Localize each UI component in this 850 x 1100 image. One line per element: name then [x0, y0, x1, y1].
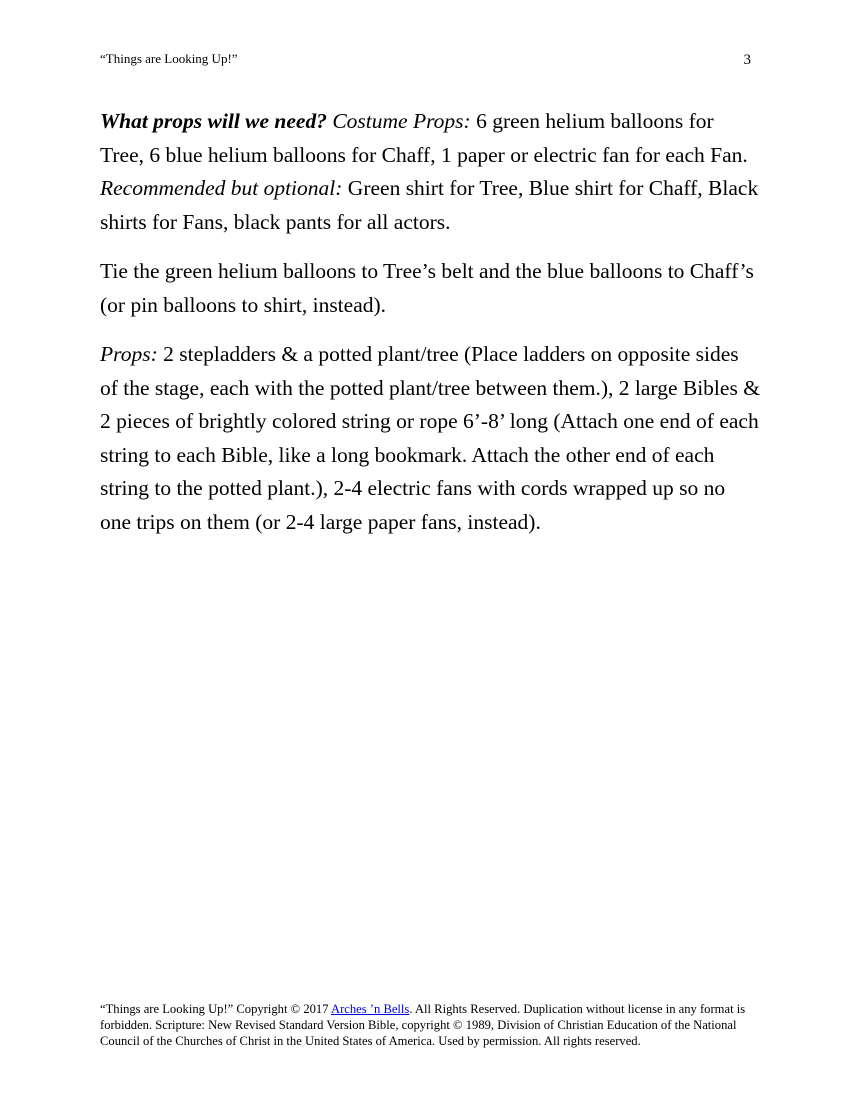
- footer-text-before-link: “Things are Looking Up!” Copyright © 2017: [100, 1002, 331, 1016]
- copyright-footer: [100, 1001, 760, 1049]
- running-title: “Things are Looking Up!”: [100, 51, 238, 66]
- optional-label: Recommended but optional:: [100, 176, 343, 200]
- props-text: 2 stepladders & a potted plant/tree (Place ladders on opposite sides of the stage, each with the potted plant/tree between them.), 2 large Bibles & 2 pieces of brightly colored string or rope 6’-8’ long (Attach one end of each string to each Bible, like a long bookmark. Attach the other end of each string to the potted plant.), 2-4 electric fans with cords wrapped up so no one trips on them (or 2-4 large paper fans, instead).: [100, 342, 760, 534]
- costume-props-text: 6 green helium balloons for Tree, 6 blue helium balloons for Chaff, 1 paper or electric fan for each Fan.: [100, 109, 748, 167]
- paragraph-balloons: Tie the green helium balloons to Tree’s belt and the blue balloons to Chaff’s (or pin balloons to shirt, instead).: [100, 259, 754, 317]
- costume-props-label: Costume Props:: [332, 109, 471, 133]
- arches-n-bells-link[interactable]: Arches ’n Bells: [330, 1002, 410, 1016]
- footer-text-after-link: . All Rights Reserved. Duplication without license in any format is forbidden. Scripture: New Revised Standard Version Bible, copyright © 1989, Division of Christian Education of the National Council of the Churches of Christ in the United States of America. Used by permission. All rights reserved.: [100, 1002, 746, 1048]
- paragraph-props-needed: [100, 105, 760, 239]
- props-label: Props:: [100, 342, 158, 366]
- page-number: 3: [743, 52, 751, 68]
- optional-text: Green shirt for Tree, Blue shirt for Chaff, Black shirts for Fans, black pants for all actors.: [100, 176, 759, 234]
- document-body: [100, 105, 760, 555]
- paragraph-props: [100, 338, 760, 539]
- props-heading: What props will we need?: [100, 109, 327, 133]
